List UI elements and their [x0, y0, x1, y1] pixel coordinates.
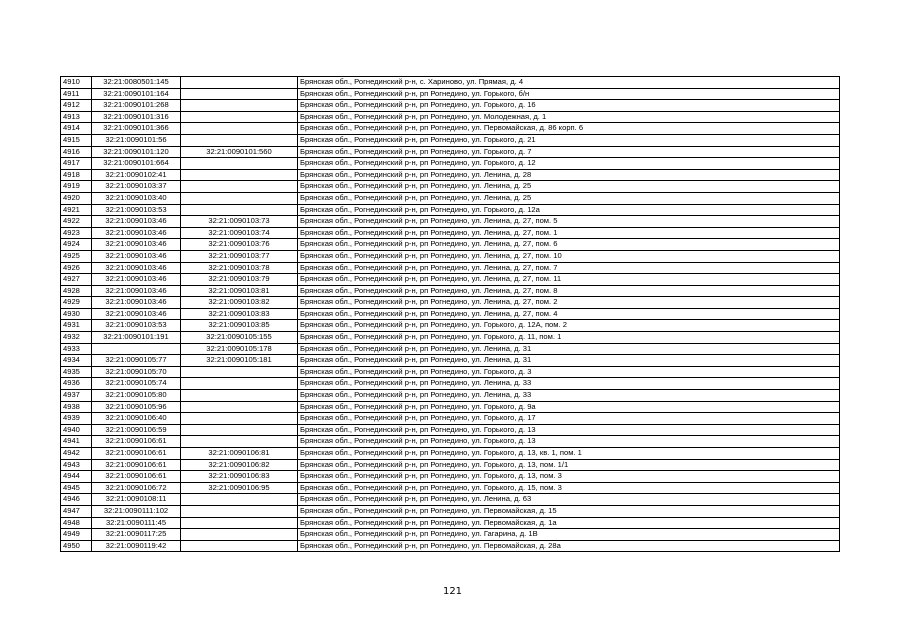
- cadastral-number-cell: 32:21:0090101:268: [92, 100, 181, 112]
- cadastral-number-cell: 32:21:0090106:61: [92, 459, 181, 471]
- address-cell: Брянская обл., Рогнединский р-н, рп Рогнедино, ул. Первомайская, д. 15: [298, 505, 840, 517]
- related-cadastral-number-cell: 32:21:0090105:181: [181, 355, 298, 367]
- table-row: [61, 540, 840, 552]
- row-number-cell: 4939: [61, 413, 92, 425]
- cadastral-number-cell: 32:21:0090101:191: [92, 332, 181, 344]
- related-cadastral-number-cell: 32:21:0090103:79: [181, 274, 298, 286]
- table-row: [61, 390, 840, 402]
- cadastral-number-cell: 32:21:0090101:366: [92, 123, 181, 135]
- cadastral-number-cell: 32:21:0090117:25: [92, 529, 181, 541]
- address-cell: Брянская обл., Рогнединский р-н, рп Рогнедино, ул. Горького, д. 13, пом. 3: [298, 471, 840, 483]
- cadastral-number-cell: 32:21:0090119:42: [92, 540, 181, 552]
- address-cell: Брянская обл., Рогнединский р-н, рп Рогнедино, ул. Ленина, д. 27, пом. 7: [298, 262, 840, 274]
- address-cell: Брянская обл., Рогнединский р-н, рп Рогнедино, ул. Ленина, д. 27, пом. 6: [298, 239, 840, 251]
- address-cell: Брянская обл., Рогнединский р-н, рп Рогнедино, ул. Ленина, д. 27, пом. 10: [298, 250, 840, 262]
- cadastral-number-cell: 32:21:0090106:59: [92, 424, 181, 436]
- related-cadastral-number-cell: 32:21:0090103:73: [181, 216, 298, 228]
- cadastral-number-cell: 32:21:0090103:53: [92, 320, 181, 332]
- cadastral-number-cell: 32:21:0090106:61: [92, 471, 181, 483]
- row-number-cell: 4919: [61, 181, 92, 193]
- address-cell: Брянская обл., Рогнединский р-н, рп Рогнедино, ул. Ленина, д. 27, пом. 5: [298, 216, 840, 228]
- address-cell: Брянская обл., Рогнединский р-н, рп Рогнедино, ул. Горького, д. 13: [298, 424, 840, 436]
- related-cadastral-number-cell: 32:21:0090103:77: [181, 250, 298, 262]
- address-cell: Брянская обл., Рогнединский р-н, рп Рогнедино, ул. Гагарина, д. 1В: [298, 529, 840, 541]
- cadastral-number-cell: 32:21:0090103:46: [92, 239, 181, 251]
- related-cadastral-number-cell: [181, 529, 298, 541]
- cadastral-number-cell: 32:21:0090111:102: [92, 505, 181, 517]
- table-row: [61, 204, 840, 216]
- row-number-cell: 4937: [61, 390, 92, 402]
- address-cell: Брянская обл., Рогнединский р-н, рп Рогнедино, ул. Горького, д. 17: [298, 413, 840, 425]
- row-number-cell: 4928: [61, 285, 92, 297]
- related-cadastral-number-cell: [181, 540, 298, 552]
- cadastral-number-cell: 32:21:0090103:40: [92, 192, 181, 204]
- address-cell: Брянская обл., Рогнединский р-н, рп Рогнедино, ул. Ленина, д. 27, пом. 11: [298, 274, 840, 286]
- cadastral-number-cell: 32:21:0090103:46: [92, 274, 181, 286]
- row-number-cell: 4916: [61, 146, 92, 158]
- related-cadastral-number-cell: 32:21:0090103:82: [181, 297, 298, 309]
- table-row: [61, 459, 840, 471]
- address-cell: Брянская обл., Рогнединский р-н, рп Рогнедино, ул. Ленина, д. 33: [298, 390, 840, 402]
- address-cell: Брянская обл., Рогнединский р-н, рп Рогнедино, ул. Горького, д. 12а: [298, 204, 840, 216]
- cadastral-number-cell: 32:21:0090108:11: [92, 494, 181, 506]
- row-number-cell: 4934: [61, 355, 92, 367]
- address-cell: Брянская обл., Рогнединский р-н, рп Рогнедино, ул. Ленина, д. 31: [298, 355, 840, 367]
- table-row: [61, 413, 840, 425]
- row-number-cell: 4947: [61, 505, 92, 517]
- cadastral-number-cell: 32:21:0090105:96: [92, 401, 181, 413]
- row-number-cell: 4949: [61, 529, 92, 541]
- related-cadastral-number-cell: 32:21:0090103:83: [181, 308, 298, 320]
- address-cell: Брянская обл., Рогнединский р-н, с. Хариново, ул. Прямая, д. 4: [298, 77, 840, 89]
- row-number-cell: 4911: [61, 88, 92, 100]
- address-cell: Брянская обл., Рогнединский р-н, рп Рогнедино, ул. Горького, д. 21: [298, 134, 840, 146]
- related-cadastral-number-cell: [181, 204, 298, 216]
- row-number-cell: 4920: [61, 192, 92, 204]
- related-cadastral-number-cell: 32:21:0090106:82: [181, 459, 298, 471]
- related-cadastral-number-cell: [181, 517, 298, 529]
- table-row: [61, 401, 840, 413]
- table-row: [61, 448, 840, 460]
- table-row: [61, 308, 840, 320]
- row-number-cell: 4917: [61, 158, 92, 170]
- related-cadastral-number-cell: [181, 413, 298, 425]
- row-number-cell: 4915: [61, 134, 92, 146]
- related-cadastral-number-cell: [181, 390, 298, 402]
- cadastral-number-cell: 32:21:0090103:53: [92, 204, 181, 216]
- table-row: [61, 100, 840, 112]
- row-number-cell: 4946: [61, 494, 92, 506]
- address-cell: Брянская обл., Рогнединский р-н, рп Рогнедино, ул. Ленина, д. 28: [298, 169, 840, 181]
- table-row: [61, 320, 840, 332]
- table-row: [61, 471, 840, 483]
- address-cell: Брянская обл., Рогнединский р-н, рп Рогнедино, ул. Молодежная, д. 1: [298, 111, 840, 123]
- table-row: [61, 250, 840, 262]
- table-row: [61, 123, 840, 135]
- related-cadastral-number-cell: [181, 366, 298, 378]
- row-number-cell: 4931: [61, 320, 92, 332]
- address-cell: Брянская обл., Рогнединский р-н, рп Рогнедино, ул. Ленина, д. 27, пом. 4: [298, 308, 840, 320]
- registry-table-body: [61, 77, 840, 552]
- related-cadastral-number-cell: [181, 181, 298, 193]
- table-row: [61, 274, 840, 286]
- row-number-cell: 4913: [61, 111, 92, 123]
- table-row: [61, 529, 840, 541]
- table-row: [61, 343, 840, 355]
- related-cadastral-number-cell: 32:21:0090103:81: [181, 285, 298, 297]
- row-number-cell: 4924: [61, 239, 92, 251]
- table-row: [61, 192, 840, 204]
- row-number-cell: 4923: [61, 227, 92, 239]
- row-number-cell: 4940: [61, 424, 92, 436]
- related-cadastral-number-cell: [181, 77, 298, 89]
- address-cell: Брянская обл., Рогнединский р-н, рп Рогнедино, ул. Ленина, д. 25: [298, 192, 840, 204]
- table-row: [61, 262, 840, 274]
- cadastral-number-cell: 32:21:0080501:145: [92, 77, 181, 89]
- related-cadastral-number-cell: [181, 158, 298, 170]
- cadastral-number-cell: [92, 343, 181, 355]
- row-number-cell: 4925: [61, 250, 92, 262]
- cadastral-number-cell: 32:21:0090101:316: [92, 111, 181, 123]
- row-number-cell: 4950: [61, 540, 92, 552]
- cadastral-number-cell: 32:21:0090105:77: [92, 355, 181, 367]
- table-row: [61, 88, 840, 100]
- related-cadastral-number-cell: [181, 134, 298, 146]
- cadastral-number-cell: 32:21:0090103:46: [92, 227, 181, 239]
- cadastral-number-cell: 32:21:0090105:80: [92, 390, 181, 402]
- related-cadastral-number-cell: [181, 169, 298, 181]
- table-row: [61, 355, 840, 367]
- cadastral-number-cell: 32:21:0090103:46: [92, 285, 181, 297]
- row-number-cell: 4912: [61, 100, 92, 112]
- address-cell: Брянская обл., Рогнединский р-н, рп Рогнедино, ул. Горького, д. 15, пом. 3: [298, 482, 840, 494]
- related-cadastral-number-cell: 32:21:0090105:155: [181, 332, 298, 344]
- cadastral-number-cell: 32:21:0090103:46: [92, 308, 181, 320]
- address-cell: Брянская обл., Рогнединский р-н, рп Рогнедино, ул. Горького, д. 3: [298, 366, 840, 378]
- row-number-cell: 4918: [61, 169, 92, 181]
- row-number-cell: 4945: [61, 482, 92, 494]
- cadastral-number-cell: 32:21:0090103:46: [92, 250, 181, 262]
- table-row: [61, 424, 840, 436]
- related-cadastral-number-cell: [181, 436, 298, 448]
- row-number-cell: 4929: [61, 297, 92, 309]
- cadastral-number-cell: 32:21:0090103:46: [92, 216, 181, 228]
- related-cadastral-number-cell: 32:21:0090103:76: [181, 239, 298, 251]
- table-row: [61, 111, 840, 123]
- table-row: [61, 366, 840, 378]
- row-number-cell: 4932: [61, 332, 92, 344]
- address-cell: Брянская обл., Рогнединский р-н, рп Рогнедино, ул. Горького, д. 13: [298, 436, 840, 448]
- related-cadastral-number-cell: [181, 111, 298, 123]
- related-cadastral-number-cell: 32:21:0090103:85: [181, 320, 298, 332]
- address-cell: Брянская обл., Рогнединский р-н, рп Рогнедино, ул. Горького, б/н: [298, 88, 840, 100]
- related-cadastral-number-cell: [181, 401, 298, 413]
- row-number-cell: 4930: [61, 308, 92, 320]
- related-cadastral-number-cell: 32:21:0090103:78: [181, 262, 298, 274]
- row-number-cell: 4938: [61, 401, 92, 413]
- table-row: [61, 181, 840, 193]
- address-cell: Брянская обл., Рогнединский р-н, рп Рогнедино, ул. Первомайская, д. 28а: [298, 540, 840, 552]
- related-cadastral-number-cell: [181, 378, 298, 390]
- registry-table: [60, 76, 840, 552]
- table-row: [61, 285, 840, 297]
- row-number-cell: 4941: [61, 436, 92, 448]
- address-cell: Брянская обл., Рогнединский р-н, рп Рогнедино, ул. Ленина, д. 25: [298, 181, 840, 193]
- cadastral-number-cell: 32:21:0090101:664: [92, 158, 181, 170]
- row-number-cell: 4921: [61, 204, 92, 216]
- cadastral-number-cell: 32:21:0090106:61: [92, 436, 181, 448]
- address-cell: Брянская обл., Рогнединский р-н, рп Рогнедино, ул. Ленина, д. 27, пом. 1: [298, 227, 840, 239]
- cadastral-number-cell: 32:21:0090105:70: [92, 366, 181, 378]
- table-row: [61, 216, 840, 228]
- address-cell: Брянская обл., Рогнединский р-н, рп Рогнедино, ул. Горького, д. 16: [298, 100, 840, 112]
- address-cell: Брянская обл., Рогнединский р-н, рп Рогнедино, ул. Горького, д. 13, пом. 1/1: [298, 459, 840, 471]
- cadastral-number-cell: 32:21:0090103:37: [92, 181, 181, 193]
- table-row: [61, 134, 840, 146]
- related-cadastral-number-cell: 32:21:0090106:83: [181, 471, 298, 483]
- cadastral-number-cell: 32:21:0090106:40: [92, 413, 181, 425]
- row-number-cell: 4942: [61, 448, 92, 460]
- related-cadastral-number-cell: 32:21:0090106:81: [181, 448, 298, 460]
- cadastral-number-cell: 32:21:0090106:61: [92, 448, 181, 460]
- address-cell: Брянская обл., Рогнединский р-н, рп Рогнедино, ул. Горького, д. 12: [298, 158, 840, 170]
- address-cell: Брянская обл., Рогнединский р-н, рп Рогнедино, ул. Ленина, д. 33: [298, 378, 840, 390]
- table-row: [61, 436, 840, 448]
- cadastral-number-cell: 32:21:0090101:56: [92, 134, 181, 146]
- row-number-cell: 4935: [61, 366, 92, 378]
- row-number-cell: 4944: [61, 471, 92, 483]
- table-row: [61, 146, 840, 158]
- cadastral-number-cell: 32:21:0090103:46: [92, 297, 181, 309]
- table-row: [61, 505, 840, 517]
- related-cadastral-number-cell: [181, 192, 298, 204]
- table-row: [61, 239, 840, 251]
- address-cell: Брянская обл., Рогнединский р-н, рп Рогнедино, ул. Горького, д. 9а: [298, 401, 840, 413]
- address-cell: Брянская обл., Рогнединский р-н, рп Рогнедино, ул. Первомайская, д. 86 корп. 6: [298, 123, 840, 135]
- address-cell: Брянская обл., Рогнединский р-н, рп Рогнедино, ул. Горького, д. 11, пом. 1: [298, 332, 840, 344]
- related-cadastral-number-cell: [181, 123, 298, 135]
- table-row: [61, 378, 840, 390]
- cadastral-number-cell: 32:21:0090106:72: [92, 482, 181, 494]
- row-number-cell: 4914: [61, 123, 92, 135]
- table-row: [61, 332, 840, 344]
- address-cell: Брянская обл., Рогнединский р-н, рп Рогнедино, ул. Ленина, д. 27, пом. 8: [298, 285, 840, 297]
- row-number-cell: 4927: [61, 274, 92, 286]
- row-number-cell: 4948: [61, 517, 92, 529]
- address-cell: Брянская обл., Рогнединский р-н, рп Рогнедино, ул. Горького, д. 13, кв. 1, пом. 1: [298, 448, 840, 460]
- related-cadastral-number-cell: [181, 494, 298, 506]
- page-number: 121: [442, 586, 463, 597]
- related-cadastral-number-cell: 32:21:0090106:95: [181, 482, 298, 494]
- row-number-cell: 4926: [61, 262, 92, 274]
- table-row: [61, 482, 840, 494]
- address-cell: Брянская обл., Рогнединский р-н, рп Рогнедино, ул. Ленина, д. 63: [298, 494, 840, 506]
- address-cell: Брянская обл., Рогнединский р-н, рп Рогнедино, ул. Ленина, д. 31: [298, 343, 840, 355]
- related-cadastral-number-cell: [181, 505, 298, 517]
- cadastral-number-cell: 32:21:0090111:45: [92, 517, 181, 529]
- cadastral-number-cell: 32:21:0090102:41: [92, 169, 181, 181]
- address-cell: Брянская обл., Рогнединский р-н, рп Рогнедино, ул. Горького, д. 7: [298, 146, 840, 158]
- row-number-cell: 4910: [61, 77, 92, 89]
- related-cadastral-number-cell: [181, 88, 298, 100]
- related-cadastral-number-cell: 32:21:0090101:560: [181, 146, 298, 158]
- row-number-cell: 4922: [61, 216, 92, 228]
- related-cadastral-number-cell: [181, 424, 298, 436]
- table-row: [61, 517, 840, 529]
- cadastral-number-cell: 32:21:0090105:74: [92, 378, 181, 390]
- related-cadastral-number-cell: [181, 100, 298, 112]
- address-cell: Брянская обл., Рогнединский р-н, рп Рогнедино, ул. Первомайская, д. 1а: [298, 517, 840, 529]
- related-cadastral-number-cell: 32:21:0090105:178: [181, 343, 298, 355]
- cadastral-number-cell: 32:21:0090101:164: [92, 88, 181, 100]
- cadastral-number-cell: 32:21:0090103:46: [92, 262, 181, 274]
- row-number-cell: 4933: [61, 343, 92, 355]
- row-number-cell: 4943: [61, 459, 92, 471]
- table-row: [61, 169, 840, 181]
- table-row: [61, 494, 840, 506]
- table-row: [61, 77, 840, 89]
- table-row: [61, 297, 840, 309]
- table-row: [61, 158, 840, 170]
- row-number-cell: 4936: [61, 378, 92, 390]
- related-cadastral-number-cell: 32:21:0090103:74: [181, 227, 298, 239]
- table-row: [61, 227, 840, 239]
- address-cell: Брянская обл., Рогнединский р-н, рп Рогнедино, ул. Ленина, д. 27, пом. 2: [298, 297, 840, 309]
- cadastral-number-cell: 32:21:0090101:120: [92, 146, 181, 158]
- address-cell: Брянская обл., Рогнединский р-н, рп Рогнедино, ул. Горького, д. 12А, пом. 2: [298, 320, 840, 332]
